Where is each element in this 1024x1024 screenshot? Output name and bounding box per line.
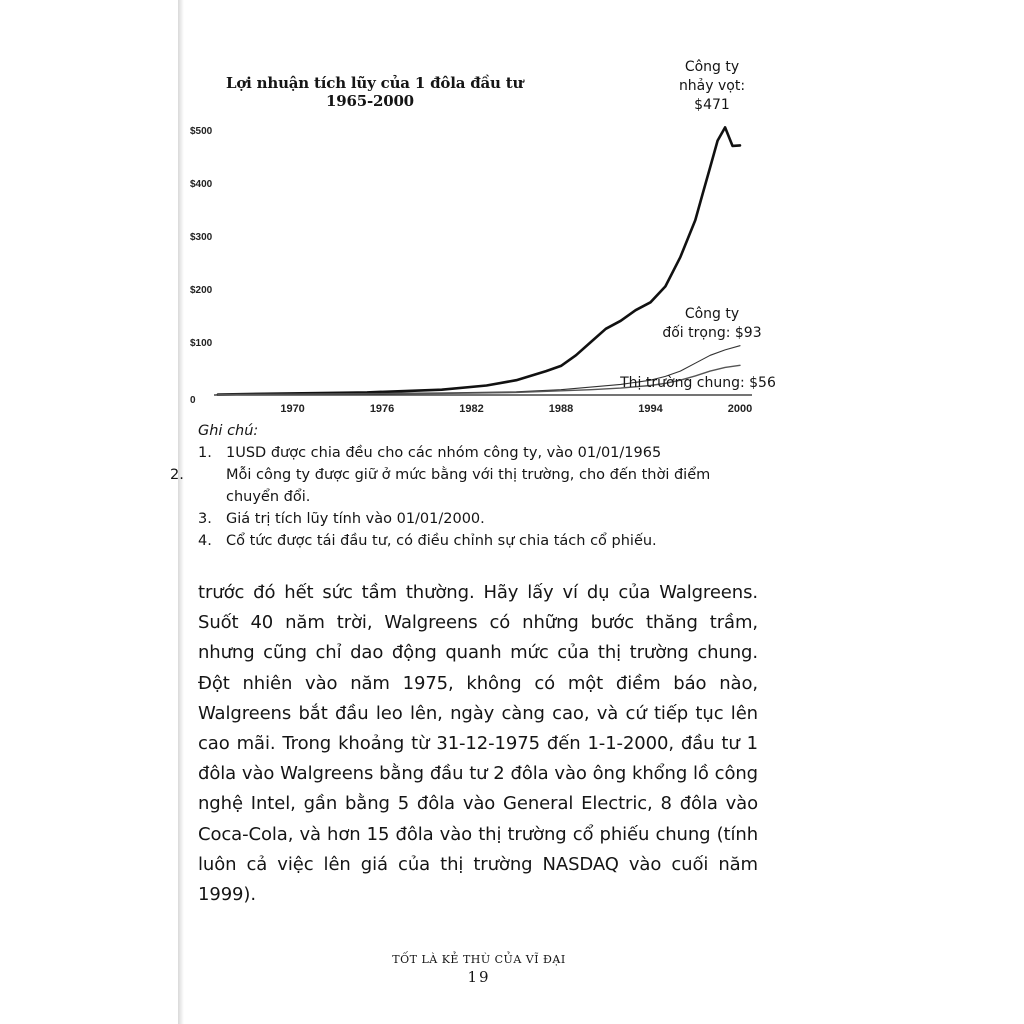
running-footer-title: TỐT LÀ KẺ THÙ CỦA VĨ ĐẠI [392, 953, 566, 966]
series-label: nhảy vọt: [678, 78, 746, 94]
x-axis-ticks [280, 403, 752, 415]
note-item: 2. Mỗi công ty được giữ ở mức bằng với thị trường, cho đến thời điểm chuyển đổi. [170, 467, 711, 505]
chart-title-main: Lợi nhuận tích lũy của 1 đôla đầu tư [226, 74, 524, 92]
page-number: 19 [467, 968, 491, 986]
y-tick-label: $100 [190, 338, 213, 349]
series-lines [218, 127, 740, 394]
x-tick-label: 1982 [459, 403, 484, 415]
leap-company-line [218, 127, 740, 394]
notes-heading: Ghi chú: [198, 423, 259, 439]
y-axis-ticks [190, 126, 213, 406]
y-tick-label: $400 [190, 179, 213, 190]
y-tick-label: $300 [190, 232, 213, 243]
chart-notes [170, 420, 758, 552]
series-labels [619, 59, 776, 391]
series-label: Công ty [684, 59, 740, 75]
y-tick-label: $500 [190, 126, 213, 137]
y-tick-label: 0 [190, 395, 196, 406]
y-tick-label: $200 [190, 285, 213, 296]
x-tick-label: 1988 [548, 403, 574, 415]
note-item: 4. Cổ tức được tái đầu tư, có điều chỉnh sự chia tách cổ phiếu. [198, 533, 657, 549]
series-label: Công ty [684, 306, 740, 322]
cumulative-returns-chart [0, 0, 1024, 430]
x-tick-label: 2000 [727, 403, 753, 415]
chart-title-years: 1965-2000 [326, 92, 414, 110]
series-label: đối trọng: $93 [662, 325, 762, 341]
x-tick-label: 1976 [369, 403, 395, 415]
note-item: 3. Giá trị tích lũy tính vào 01/01/2000. [198, 511, 485, 527]
series-label: $471 [694, 97, 730, 113]
body-paragraph: trước đó hết sức tầm thường. Hãy lấy ví dụ của Walgreens. Suốt 40 năm trời, Walgreens có những bước thăng trầm, nhưng cũng chỉ dao động quanh mức của thị trường chung. Đột nhiên vào năm 1975, không có một điềm báo nào, Walgreens bắt đầu leo lên, ngày càng cao, và cứ tiếp tục lên cao mãi. Trong khoảng từ 31-12-1975 đến 1-1-2000, đầu tư 1 đôla vào Walgreens bằng đầu tư 2 đôla vào ông khổng lồ công nghệ Intel, gần bằng 5 đôla vào General Electric, 8 đôla vào Coca-Cola, và hơn 15 đôla vào thị trường cổ phiếu chung (tính luôn cả việc lên giá của thị trường NASDAQ vào cuối năm 1999). [198, 582, 758, 906]
x-tick-label: 1994 [638, 403, 663, 415]
x-tick-label: 1970 [280, 403, 305, 415]
series-label: Thị trường chung: $56 [620, 375, 776, 391]
note-item: 1. 1USD được chia đều cho các nhóm công ty, vào 01/01/1965 [198, 445, 662, 461]
